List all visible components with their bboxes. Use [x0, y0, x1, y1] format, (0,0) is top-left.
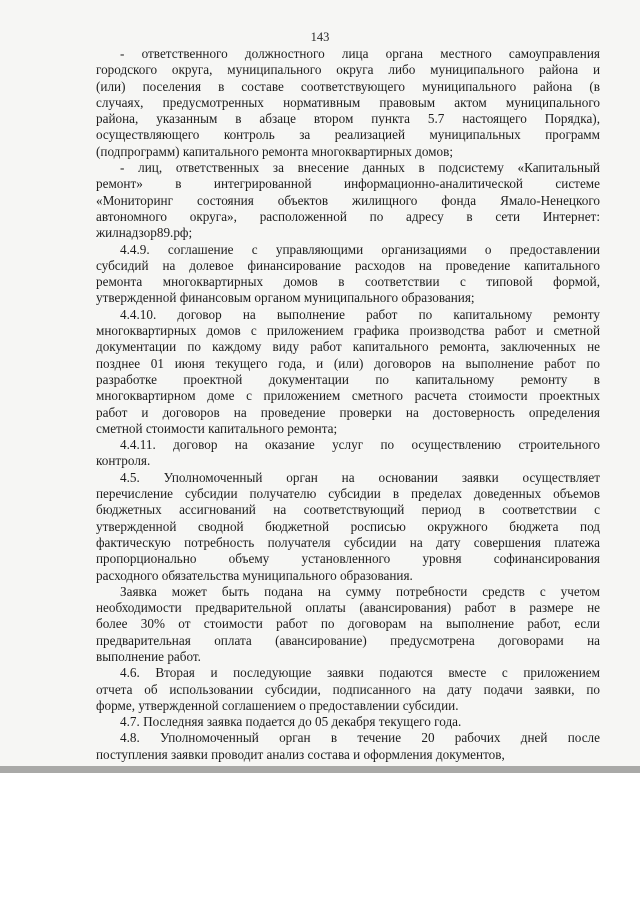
text-line: автономного округа», расположенной по адресу в сети Интернет:	[96, 208, 600, 224]
text-line: 4.5. Уполномоченный орган на основании заявки осуществляет	[120, 469, 600, 485]
text-line: многоквартирном доме с приложением сметного расчета стоимости проектных	[96, 388, 600, 404]
text-line: - ответственного должностного лица органа местного самоуправления	[120, 46, 600, 61]
paragraph	[96, 437, 600, 470]
document-body	[96, 46, 600, 763]
text-line: ремонта многоквартирных домов в соответствии с типовой формой,	[96, 274, 600, 290]
text-line: необходимости предварительной оплаты (авансирования) работ в размере не	[96, 600, 600, 616]
paragraph	[96, 470, 600, 584]
text-line: поступления заявки проводит анализ состава и оформления документов,	[96, 746, 505, 762]
text-line: городского округа, муниципального округа либо муниципального района и	[96, 62, 600, 78]
paragraph	[96, 160, 600, 241]
text-line: случаях, предусмотренных нормативным правовым актом муниципального	[96, 94, 600, 110]
text-line: позднее 01 июня текущего года, и (или) договоров на выполнение работ по	[96, 355, 600, 371]
text-line: 4.4.9. соглашение с управляющими организациями о предоставлении	[120, 241, 600, 257]
text-line: контроля.	[96, 453, 151, 469]
text-line: фактическую потребность получателя субсидии на дату совершения платежа	[96, 534, 600, 550]
text-line: выполнение работ.	[96, 648, 201, 664]
paragraph	[96, 730, 600, 763]
text-line: утвержденной сводной бюджетной росписью окружного бюджета под	[96, 518, 600, 534]
text-line: форме, утвержденной соглашением о предоставлении субсидии.	[96, 697, 459, 713]
paragraph	[96, 242, 600, 307]
text-line: пропорционально объему установленного уровня софинансирования	[96, 551, 600, 567]
text-line: «Мониторинг состояния объектов жилищного фонда Ямало-Ненецкого	[96, 192, 600, 208]
text-line: Заявка может быть подана на сумму потребности средств с учетом	[120, 583, 600, 599]
text-line: разработке проектной документации по капитальному ремонту в	[96, 371, 600, 387]
text-line: более 30% от стоимости работ по договорам на выполнение работ, если	[96, 616, 600, 632]
text-line: 4.4.11. договор на оказание услуг по осуществлению строительного	[120, 437, 600, 453]
paragraph	[96, 714, 600, 730]
text-line: 4.4.10. договор на выполнение работ по капитальному ремонту	[120, 306, 600, 322]
page-number: 143	[310, 30, 330, 44]
text-line: работ и договоров на проведение проверки на достоверность определения	[96, 404, 600, 420]
paragraph	[96, 307, 600, 437]
text-line: предварительная оплата (авансирование) предусмотрена договорами на	[96, 632, 600, 648]
scan-edge-band	[0, 766, 640, 773]
paragraph	[96, 46, 600, 160]
text-line: субсидий на долевое финансирование расходов на проведение капитального	[96, 257, 600, 273]
text-line: бюджетных ассигнований на соответствующий период в соответствии с	[96, 502, 600, 518]
text-line: многоквартирных домов с приложением графика производства работ и сметной	[96, 323, 600, 339]
text-line: сметной стоимости капитального ремонта;	[96, 420, 338, 436]
paragraph	[96, 584, 600, 665]
text-line: 4.8. Уполномоченный орган в течение 20 рабочих дней после	[120, 730, 600, 746]
text-line: района, указанным в абзаце втором пункта 5.7 настоящего Порядка),	[96, 111, 600, 127]
text-line: ремонт» в интегрированной информационно-аналитической системе	[96, 176, 600, 192]
text-line: утвержденной финансовым органом муниципального образования;	[96, 290, 475, 306]
text-line: расходного обязательства муниципального образования.	[96, 567, 413, 583]
text-line: документации по каждому виду работ капитального ремонта, заключенных не	[96, 339, 600, 355]
text-line: (или) поселения в составе соответствующего муниципального района (в	[96, 78, 600, 94]
text-line: жилнадзор89.рф;	[96, 225, 193, 241]
text-line: 4.7. Последняя заявка подается до 05 декабря текущего года.	[120, 714, 462, 730]
paragraph	[96, 665, 600, 714]
text-line: - лиц, ответственных за внесение данных в подсистему «Капитальный	[120, 160, 600, 176]
text-line: перечисление субсидии получателю субсидии в пределах доведенных объемов	[96, 486, 600, 502]
text-line: 4.6. Вторая и последующие заявки подаются вместе с приложением	[120, 665, 600, 681]
text-line: осуществляющего контроль за реализацией муниципальных программ	[96, 127, 600, 143]
text-line: (подпрограмм) капитального ремонта многоквартирных домов;	[96, 143, 453, 159]
text-line: отчета об использовании субсидии, подписанного на дату подачи заявки, по	[96, 681, 600, 697]
